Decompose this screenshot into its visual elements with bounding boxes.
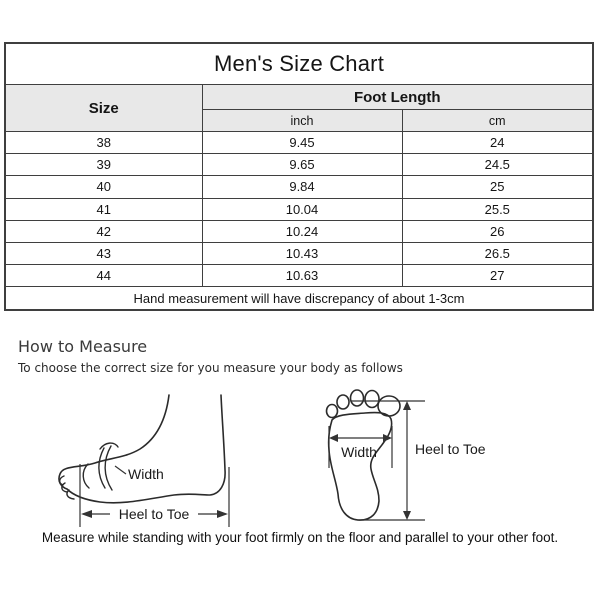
cm-cell: 27 — [402, 265, 593, 287]
col-header-foot-length: Foot Length — [202, 85, 593, 110]
cm-cell: 25.5 — [402, 198, 593, 220]
foot-top-view-diagram — [305, 388, 550, 528]
foot-side-outline — [59, 395, 225, 503]
size-chart-table — [4, 42, 594, 311]
inch-cell: 9.45 — [202, 132, 402, 154]
table-note-row — [5, 287, 593, 311]
fourth-toe — [337, 395, 349, 409]
col-header-cm: cm — [402, 110, 593, 132]
middle-toe — [351, 390, 364, 406]
side-width-label: Width — [128, 466, 164, 482]
how-to-measure-heading: How to Measure — [18, 337, 148, 356]
size-cell: 41 — [5, 198, 202, 220]
cm-cell: 25 — [402, 176, 593, 198]
pinky-toe — [327, 405, 338, 418]
table-header-row — [5, 85, 593, 110]
size-cell: 43 — [5, 242, 202, 264]
table-title-row — [5, 43, 593, 85]
second-toe — [365, 391, 379, 408]
cm-cell: 26 — [402, 220, 593, 242]
inch-cell: 10.04 — [202, 198, 402, 220]
size-cell: 40 — [5, 176, 202, 198]
size-cell: 38 — [5, 132, 202, 154]
inch-cell: 10.43 — [202, 242, 402, 264]
footprint-outline — [329, 413, 392, 521]
inch-cell: 9.65 — [202, 154, 402, 176]
inch-cell: 10.24 — [202, 220, 402, 242]
width-leader-line — [115, 466, 126, 474]
col-header-inch: inch — [202, 110, 402, 132]
cm-cell: 24 — [402, 132, 593, 154]
cm-cell: 24.5 — [402, 154, 593, 176]
arrowhead-down — [403, 511, 411, 520]
table-row — [5, 265, 593, 287]
col-header-size: Size — [5, 85, 202, 132]
measure-instruction: Measure while standing with your foot firmly on the floor and parallel to your other foot. — [41, 530, 559, 545]
table-row — [5, 154, 593, 176]
foot-side-view-diagram — [52, 392, 267, 532]
table-row — [5, 132, 593, 154]
discrepancy-note: Hand measurement will have discrepancy of about 1-3cm — [5, 287, 593, 311]
size-cell: 42 — [5, 220, 202, 242]
size-cell: 44 — [5, 265, 202, 287]
inch-cell: 9.84 — [202, 176, 402, 198]
table-row — [5, 220, 593, 242]
side-heel-to-toe-label: Heel to Toe — [118, 506, 190, 522]
top-heel-to-toe-label: Heel to Toe — [415, 441, 486, 457]
arrowhead-up — [403, 401, 411, 410]
table-row — [5, 242, 593, 264]
size-cell: 39 — [5, 154, 202, 176]
table-row — [5, 198, 593, 220]
table-row — [5, 176, 593, 198]
inch-cell: 10.63 — [202, 265, 402, 287]
arrowhead-right — [217, 510, 228, 518]
table-title: Men's Size Chart — [5, 43, 593, 85]
arrowhead-left — [329, 434, 338, 442]
top-width-label: Width — [341, 444, 377, 460]
arrowhead-left — [81, 510, 92, 518]
how-to-measure-subheading: To choose the correct size for you measure your body as follows — [18, 361, 403, 375]
cm-cell: 26.5 — [402, 242, 593, 264]
